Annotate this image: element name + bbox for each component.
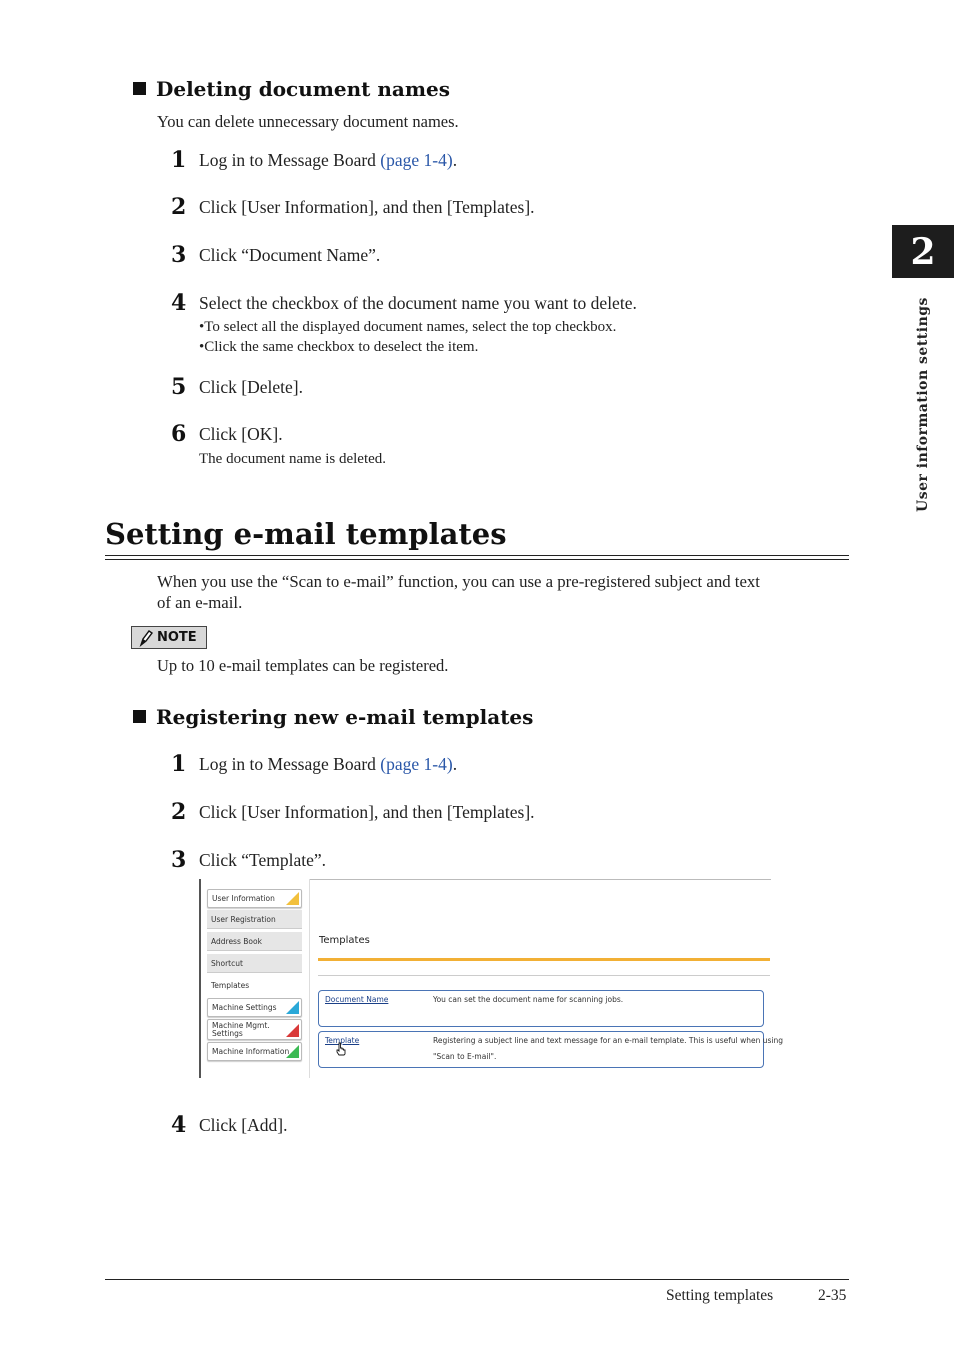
- step-number: 4: [171, 1112, 187, 1138]
- chapter-label: User information settings: [915, 297, 931, 512]
- step-text: Click [User Information], and then [Templates].: [199, 802, 535, 822]
- sidebar-item-machine-settings[interactable]: Machine Settings: [207, 998, 302, 1017]
- panel-title: Templates: [319, 935, 370, 946]
- sidebar-item-shortcut[interactable]: Shortcut: [207, 954, 302, 973]
- step-text: Click [OK].: [199, 424, 283, 444]
- pencil-icon: [137, 629, 155, 647]
- step-text: Log in to Message Board (page 1-4).: [199, 754, 458, 774]
- page-number: 2-35: [818, 1287, 847, 1304]
- step-text: Click “Template”.: [199, 850, 327, 870]
- section-intro: You can delete unnecessary document names.: [157, 112, 459, 131]
- sidebar-item-machine-mgmt-settings[interactable]: Machine Mgmt. Settings: [207, 1019, 302, 1040]
- step-number: 1: [171, 147, 187, 173]
- title-rule: [105, 559, 849, 560]
- corner-tab-icon: [286, 1045, 299, 1058]
- row-description-line2: "Scan to E-mail".: [433, 1052, 497, 1061]
- title-underline: [318, 958, 770, 961]
- bullet-item: •Click the same checkbox to deselect the item.: [199, 339, 479, 355]
- template-row-document-name: [318, 990, 764, 1027]
- section-heading-deleting: Deleting document names: [133, 77, 450, 101]
- step-text: Select the checkbox of the document name you want to delete.: [199, 293, 637, 313]
- step-number: 2: [171, 194, 187, 220]
- note-text: Up to 10 e-mail templates can be registered.: [157, 656, 449, 675]
- step-text: Click [Add].: [199, 1115, 288, 1135]
- step-text: Log in to Message Board (page 1-4).: [199, 150, 458, 170]
- corner-tab-icon: [286, 1001, 299, 1014]
- note-badge: NOTE: [131, 626, 207, 649]
- row-description: You can set the document name for scanning jobs.: [433, 995, 624, 1004]
- step-text: Click [User Information], and then [Templates].: [199, 197, 535, 217]
- page-link[interactable]: (page 1-4): [380, 150, 453, 170]
- step-number: 3: [171, 847, 187, 873]
- sidebar-item-address-book[interactable]: Address Book: [207, 932, 302, 951]
- hand-cursor-icon: [335, 1042, 347, 1056]
- step-text: Click “Document Name”.: [199, 245, 381, 265]
- row-description: Registering a subject line and text message for an e-mail template. This is useful when using: [433, 1036, 784, 1045]
- bullet-item: •To select all the displayed document names, select the top checkbox.: [199, 319, 617, 335]
- step-number: 4: [171, 290, 187, 316]
- title-rule: [105, 555, 849, 556]
- sidebar-item-templates[interactable]: Templates: [207, 976, 302, 995]
- document-name-link[interactable]: Document Name: [325, 995, 389, 1004]
- sidebar-item-user-registration[interactable]: User Registration: [207, 910, 302, 929]
- divider: [318, 975, 770, 976]
- chapter-tab: 2: [892, 225, 954, 278]
- template-row-template: [318, 1031, 784, 1068]
- step-number: 5: [171, 374, 187, 400]
- main-intro-line2: of an e-mail.: [157, 593, 243, 612]
- footer-rule: [105, 1279, 849, 1280]
- corner-tab-icon: [286, 1024, 299, 1037]
- sidebar-item-user-information[interactable]: User Information: [207, 889, 302, 908]
- main-intro-line1: When you use the “Scan to e-mail” function, you can use a pre-registered subject and text: [157, 572, 760, 591]
- sidebar-item-machine-information[interactable]: Machine Information: [207, 1042, 302, 1061]
- section-heading-registering: Registering new e-mail templates: [133, 705, 533, 729]
- step-text: Click [Delete].: [199, 377, 303, 397]
- templates-screenshot: [199, 879, 784, 1078]
- page-title: Setting e-mail templates: [105, 517, 507, 551]
- step-number: 2: [171, 799, 187, 825]
- step-result: The document name is deleted.: [199, 451, 387, 467]
- corner-tab-icon: [286, 892, 299, 905]
- step-number: 3: [171, 242, 187, 268]
- template-link[interactable]: Template: [325, 1036, 360, 1045]
- square-bullet-icon: [133, 710, 146, 723]
- step-number: 1: [171, 751, 187, 777]
- step-number: 6: [171, 421, 187, 447]
- footer-section: Setting templates: [666, 1287, 774, 1304]
- square-bullet-icon: [133, 82, 146, 95]
- page-link[interactable]: (page 1-4): [380, 754, 453, 774]
